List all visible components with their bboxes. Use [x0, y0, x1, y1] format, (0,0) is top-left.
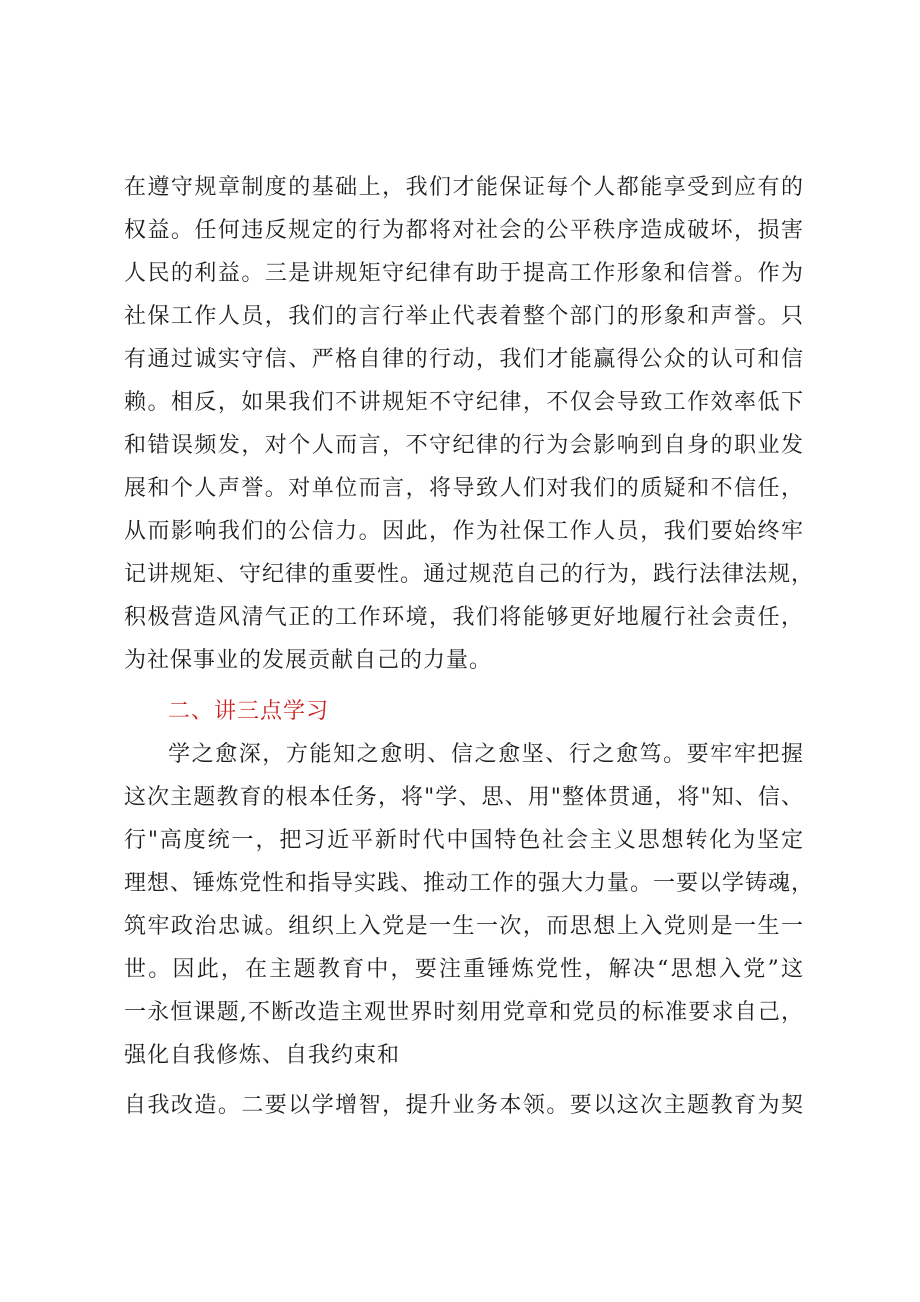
body-text-line: 从而影响我们的公信力。因此，作为社保工作人员，我们要始终牢: [124, 519, 804, 544]
body-text-line: 人民的利益。三是讲规矩守纪律有助于提高工作形象和信誉。作为: [124, 261, 804, 286]
body-text-line: 自我改造。二要以学增智，提升业务本领。要以这次主题教育为契: [124, 1093, 804, 1118]
body-text-line: 这次主题教育的根本任务，将"学、思、用"整体贯通，将"知、信、: [124, 785, 804, 810]
body-text-line: 权益。任何违反规定的行为都将对社会的公平秩序造成破坏，损害: [124, 218, 804, 243]
body-text-line: 筑牢政治忠诚。组织上入党是一生一次，而思想上入党则是一生一: [124, 914, 804, 939]
body-text-line: 一永恒课题,不断改造主观世界时刻用党章和党员的标准要求自己，: [124, 1000, 804, 1025]
body-text-line: 在遵守规章制度的基础上，我们才能保证每个人都能享受到应有的: [124, 175, 804, 200]
body-text-line: 有通过诚实守信、严格自律的行动，我们才能赢得公众的认可和信: [124, 347, 804, 372]
body-text-line: 强化自我修炼、自我约束和: [124, 1043, 401, 1068]
body-text-line: 积极营造风清气正的工作环境，我们将能够更好地履行社会责任，: [124, 605, 804, 630]
body-text-line: 展和个人声誉。对单位而言，将导致人们对我们的质疑和不信任，: [124, 476, 804, 501]
body-text-line: 和错误频发，对个人而言，不守纪律的行为会影响到自身的职业发: [124, 433, 804, 458]
body-text-line: 记讲规矩、守纪律的重要性。通过规范自己的行为，践行法律法规，: [124, 562, 815, 587]
body-text-line: 行"高度统一，把习近平新时代中国特色社会主义思想转化为坚定: [124, 828, 804, 853]
section-heading: 二、讲三点学习: [168, 699, 330, 724]
body-text-line: 赖。相反，如果我们不讲规矩不守纪律，不仅会导致工作效率低下: [124, 390, 804, 415]
body-text-line: 社保工作人员，我们的言行举止代表着整个部门的形象和声誉。只: [124, 304, 804, 329]
body-text-line: 世。因此，在主题教育中，要注重锤炼党性，解决“思想入党”这: [124, 957, 804, 982]
body-text-line: 理想、锤炼党性和指导实践、推动工作的强大力量。一要以学铸魂，: [124, 871, 815, 896]
body-text-line: 为社保事业的发展贡献自己的力量。: [124, 648, 493, 673]
paragraph-first-line: 学之愈深，方能知之愈明、信之愈坚、行之愈笃。要牢牢把握: [168, 742, 804, 767]
